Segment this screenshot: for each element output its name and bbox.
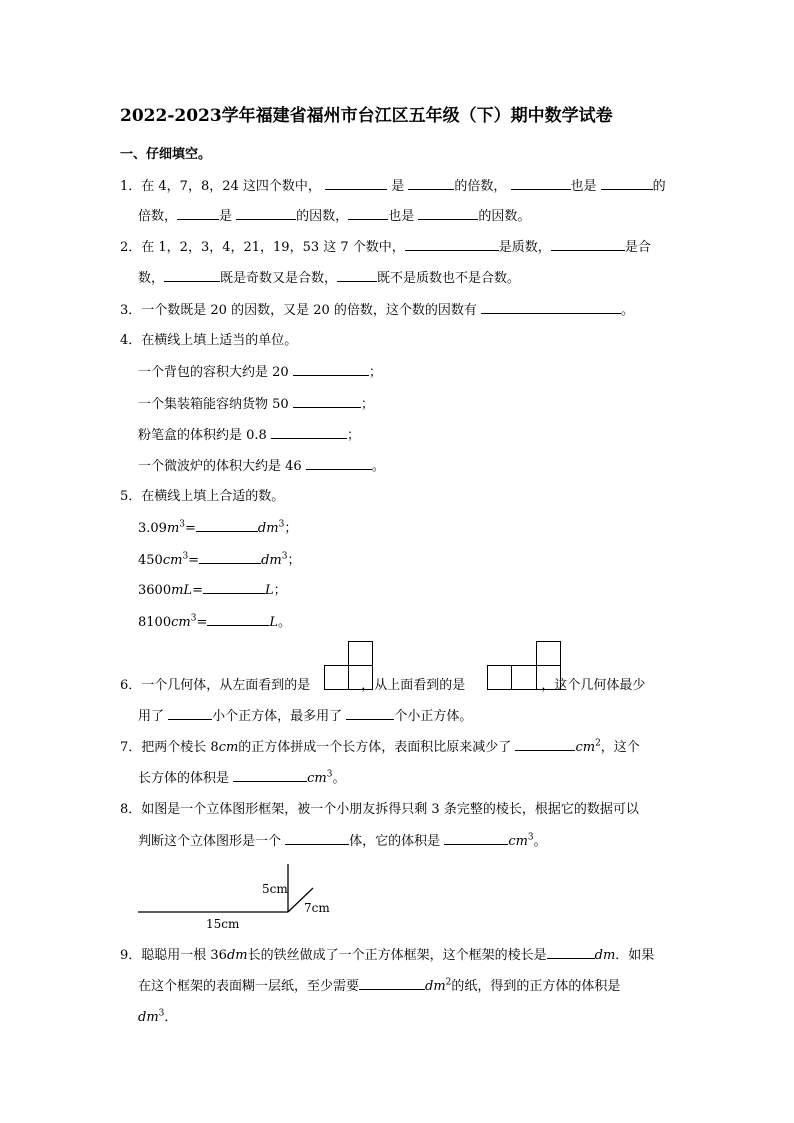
question-text: = (196, 615, 208, 630)
answer-blank[interactable] (207, 612, 269, 626)
question-text: 也是 (570, 179, 597, 194)
question-5-item (138, 580, 287, 601)
question-text: = (192, 583, 203, 598)
question-9-line-3 (138, 1008, 177, 1028)
unit: m (166, 521, 180, 536)
question-text: 8100 (138, 615, 172, 630)
question-text: 个小正方体。 (394, 709, 473, 724)
question-text: ，这个 (600, 740, 640, 755)
question-text: 把两个棱长 8 (141, 740, 219, 755)
question-text: 。 (533, 834, 547, 849)
unit: L (269, 615, 278, 630)
answer-blank[interactable] (306, 456, 372, 470)
question-2-line-2 (138, 268, 520, 289)
question-text: 一个数既是 20 的因数，又是 20 的倍数，这个数的因数有 (141, 303, 477, 318)
answer-blank[interactable] (511, 176, 571, 190)
question-text: ； (368, 365, 382, 380)
answer-blank[interactable] (285, 831, 349, 845)
question-text: 是合 (624, 240, 651, 255)
question-number: 6． (120, 678, 142, 693)
answer-blank[interactable] (418, 206, 478, 220)
answer-blank[interactable] (177, 206, 219, 220)
question-6-line-2 (138, 706, 472, 727)
question-1-line-1 (120, 176, 666, 197)
superscript: 3 (179, 519, 186, 530)
question-text: 的倍数， (454, 179, 507, 194)
question-6-line-1 (120, 676, 645, 696)
question-text: 用了 (138, 709, 165, 724)
superscript: 2 (595, 738, 601, 749)
question-text: 。 (371, 459, 385, 474)
page-title: 2022-2023学年福建省福州市台江区五年级（下）期中数学试卷 (120, 106, 613, 126)
unit: cm (575, 740, 596, 755)
question-text: 长方体的体积是 (138, 771, 230, 786)
answer-blank[interactable] (346, 706, 394, 720)
unit: cm (508, 834, 528, 849)
unit: L (264, 583, 274, 598)
question-text: 如图是一个立体图形框架，被一个小朋友拆得只剩 3 条完整的棱长，根据它的数据可以 (141, 802, 639, 817)
section-heading: 一、仔细填空。 (120, 147, 212, 162)
answer-blank[interactable] (348, 206, 388, 220)
unit: cm (171, 615, 191, 630)
question-5-item (138, 550, 300, 571)
answer-blank[interactable] (408, 176, 454, 190)
answer-blank[interactable] (481, 300, 621, 314)
question-9-line-1 (120, 945, 654, 966)
question-7-line-1 (120, 737, 640, 758)
question-number: 9． (120, 948, 142, 963)
question-text: 在横线上填上适当的单位。 (141, 333, 298, 348)
answer-blank[interactable] (601, 176, 653, 190)
question-text: ； (287, 553, 301, 568)
unit: cm (218, 740, 239, 755)
answer-blank[interactable] (547, 945, 595, 959)
question-text: 的纸，得到的正方体的体积是 (451, 979, 621, 994)
superscript: 3 (326, 769, 333, 780)
question-4-item (138, 362, 382, 383)
answer-blank[interactable] (325, 176, 387, 190)
question-text: 3.09 (138, 521, 167, 536)
question-number: 1． (120, 179, 142, 194)
superscript: 2 (445, 977, 452, 988)
question-number: 5． (120, 489, 142, 504)
question-8-line-2 (138, 831, 547, 852)
superscript: 3 (190, 613, 197, 624)
question-text: 判断这个立体图形是一个 (138, 834, 282, 849)
question-text: 既不是质数也不是合数。 (377, 271, 521, 286)
question-5 (120, 487, 284, 507)
question-text: ； (346, 428, 360, 443)
question-text: 粉笔盒的体积约是 0.8 (138, 428, 267, 443)
depth-label: 7cm (304, 901, 330, 915)
question-9-line-2 (138, 976, 620, 997)
answer-blank[interactable] (164, 268, 220, 282)
question-text: ； (284, 521, 298, 536)
question-text: 的因数。 (478, 209, 531, 224)
question-number: 3． (120, 303, 142, 318)
answer-blank[interactable] (168, 706, 212, 720)
question-text: 是 (219, 209, 233, 224)
question-text: 聪聪用一根 36 (141, 948, 227, 963)
superscript: 3 (278, 519, 285, 530)
question-number: 7． (120, 740, 142, 755)
question-5-item (138, 612, 291, 633)
question-text: ．如果 (615, 948, 655, 963)
question-8-line-1 (120, 800, 639, 820)
unit: dm (226, 948, 248, 963)
question-number: 2． (120, 240, 142, 255)
question-text: ； (273, 583, 287, 598)
question-number: 4． (120, 333, 142, 348)
question-text: 数， (138, 271, 165, 286)
answer-blank[interactable] (551, 237, 625, 251)
question-text: 长的铁丝做成了一个正方体框架，这个框架的棱长是 (247, 948, 547, 963)
question-7-line-2 (138, 768, 346, 789)
question-4-item (138, 394, 374, 415)
question-text: 3600 (138, 583, 172, 598)
unit: dm (261, 553, 282, 568)
question-text: 一个集装箱能容纳货物 50 (138, 397, 289, 412)
question-text: 。 (277, 615, 291, 630)
question-text: = (188, 553, 200, 568)
question-text: ，从上面看到的是 (361, 678, 466, 693)
answer-blank[interactable] (233, 768, 307, 782)
length-label: 15cm (206, 917, 240, 931)
unit: dm (425, 979, 446, 994)
question-5-item (138, 518, 297, 539)
answer-blank[interactable] (271, 425, 347, 439)
unit: mL (171, 583, 193, 598)
question-text: 是 (391, 179, 405, 194)
question-text: 既是奇数又是合数， (220, 271, 338, 286)
question-text: ； (360, 397, 374, 412)
question-text: 小个正方体，最多用了 (212, 709, 343, 724)
question-text: 在横线上填上合适的数。 (141, 489, 285, 504)
question-text: 倍数， (138, 209, 178, 224)
answer-blank[interactable] (196, 518, 258, 532)
question-text: 在这个框架的表面糊一层纸，至少需要 (138, 979, 360, 994)
superscript: 3 (158, 1008, 165, 1019)
question-3 (120, 300, 634, 321)
question-text: 在 4，7，8，24 这四个数中， (141, 179, 321, 194)
question-text: 。 (621, 303, 635, 318)
answer-blank[interactable] (515, 737, 575, 751)
question-text: 的正方体拼成一个长方体，表面积比原来减少了 (238, 740, 512, 755)
answer-blank[interactable] (444, 831, 508, 845)
answer-blank[interactable] (293, 362, 369, 376)
unit: cm (307, 771, 327, 786)
unit: dm (257, 521, 279, 536)
answer-blank[interactable] (293, 394, 361, 408)
question-4 (120, 331, 297, 351)
answer-blank[interactable] (236, 206, 296, 220)
question-text: ，这个几何体最少 (541, 678, 646, 693)
superscript: 3 (281, 551, 288, 562)
question-text: 一个几何体，从左面看到的是 (141, 678, 311, 693)
question-text: 的 (652, 179, 666, 194)
question-text: 。 (332, 771, 346, 786)
question-text: 也是 (388, 209, 415, 224)
question-text: = (185, 521, 196, 536)
question-text: 一个背包的容积大约是 20 (138, 365, 289, 380)
unit: dm (138, 1010, 159, 1025)
answer-blank[interactable] (405, 237, 499, 251)
question-2-line-1 (120, 237, 651, 258)
answer-blank[interactable] (337, 268, 377, 282)
question-text: 一个微波炉的体积大约是 46 (138, 459, 302, 474)
question-text: ． (164, 1010, 178, 1025)
question-text: 体，它的体积是 (349, 834, 441, 849)
answer-blank[interactable] (359, 976, 425, 990)
question-4-item (138, 456, 385, 477)
question-text: 在 1，2，3，4，21，19，53 这 7 个数中， (141, 240, 405, 255)
question-4-item (138, 425, 360, 446)
superscript: 3 (527, 832, 534, 843)
unit: cm (162, 553, 183, 568)
question-1-line-2 (138, 206, 530, 227)
answer-blank[interactable] (203, 580, 265, 594)
question-text: 450 (138, 553, 163, 568)
superscript: 3 (182, 551, 189, 562)
question-text: 是质数， (498, 240, 551, 255)
height-label: 5cm (262, 882, 288, 896)
answer-blank[interactable] (199, 550, 261, 564)
question-number: 8． (120, 802, 142, 817)
unit: dm (594, 948, 616, 963)
question-text: 的因数， (296, 209, 349, 224)
